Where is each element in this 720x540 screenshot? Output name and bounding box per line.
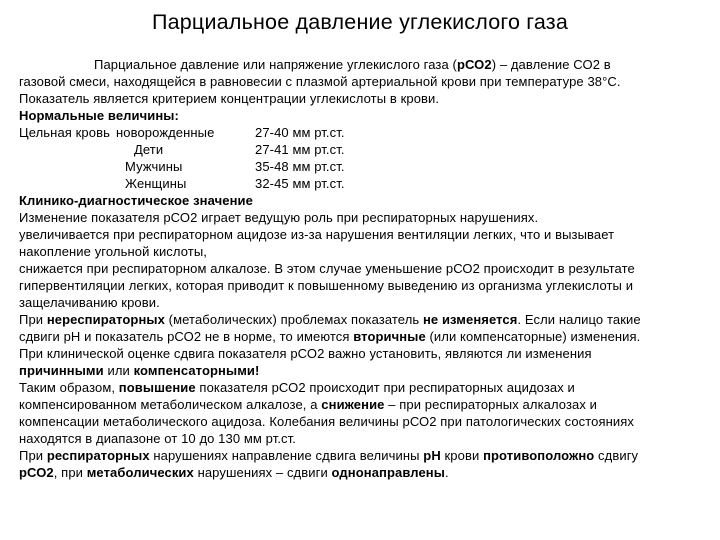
norm-value: 27-41 мм рт.ст. bbox=[255, 142, 345, 157]
norm-row bbox=[19, 175, 709, 192]
clinical-line: рСО2, при метаболических нарушениях – сдвиги однонаправлены. bbox=[19, 465, 449, 480]
norm-category: Мужчины bbox=[125, 159, 183, 174]
clinical-line: находятся в диапазоне от 10 до 130 мм рт.ст. bbox=[19, 431, 296, 446]
norm-value: 32-45 мм рт.ст. bbox=[255, 176, 345, 191]
clinical-line: компенсированном метаболическом алкалозе, а снижение – при респираторных алкалозах и bbox=[19, 397, 598, 412]
clinical-line: защелачиванию крови. bbox=[19, 295, 160, 310]
slide-body bbox=[19, 56, 709, 481]
clinical-line: увеличивается при респираторном ацидозе из-за нарушения вентиляции легких, что и вызывает bbox=[19, 227, 615, 242]
clinical-line: Таким образом, повышение показателя рСО2 происходит при респираторных ацидозах и bbox=[19, 380, 575, 395]
clinical-line: накопление угольной кислоты, bbox=[19, 244, 207, 259]
intro-line-1 bbox=[19, 56, 709, 73]
clinical-line: При нереспираторных (метаболических) проблемах показатель не изменяется. Если налицо такие bbox=[19, 312, 641, 327]
intro-text: ) – давление СО2 в bbox=[491, 57, 611, 72]
page-title: Парциальное давление углекислого газа bbox=[151, 10, 569, 34]
norms-heading: Нормальные величины: bbox=[19, 108, 179, 123]
clinical-line: При респираторных нарушениях направление сдвига величины рН крови противоположно сдвигу bbox=[19, 448, 639, 463]
pco2-term: рСО2 bbox=[456, 57, 492, 72]
norm-row bbox=[19, 158, 709, 175]
intro-line-3: Показатель является критерием концентрации углекислоты в крови. bbox=[19, 91, 440, 106]
norm-category: Дети bbox=[134, 142, 164, 157]
clinical-line: гипервентиляции легких, которая приводит к повышенному выведению из организма углекислоты и bbox=[19, 278, 634, 293]
clinical-line: снижается при респираторном алкалозе. В этом случае уменьшение рСО2 происходит в результате bbox=[19, 261, 635, 276]
clinical-line: сдвиги рН и показатель рСО2 не в норме, то имеются вторичные (или компенсаторные) изменения. bbox=[19, 329, 641, 344]
clinical-line: причинными или компенсаторными! bbox=[19, 363, 260, 378]
clinical-line: Изменение показателя рСО2 играет ведущую роль при респираторных нарушениях. bbox=[19, 210, 539, 225]
clinical-heading: Клинико-диагностическое значение bbox=[19, 193, 253, 208]
clinical-line: компенсации метаболического ацидоза. Колебания величины рСО2 при патологических состояниях bbox=[19, 414, 635, 429]
intro-line-2: газовой смеси, находящейся в равновесии с плазмой артериальной крови при температуре 38°С. bbox=[19, 74, 621, 89]
norm-value: 35-48 мм рт.ст. bbox=[255, 159, 345, 174]
clinical-line: При клинической оценке сдвига показателя рСО2 важно установить, являются ли изменения bbox=[19, 346, 592, 361]
norm-group: Цельная кровь bbox=[19, 125, 110, 140]
norm-category: Женщины bbox=[125, 176, 187, 191]
norm-row bbox=[19, 124, 709, 141]
intro-text: Парциальное давление или напряжение углекислого газа ( bbox=[94, 57, 457, 72]
norm-category: новорожденные bbox=[116, 125, 215, 140]
norm-row bbox=[19, 141, 709, 158]
norm-value: 27-40 мм рт.ст. bbox=[255, 125, 345, 140]
